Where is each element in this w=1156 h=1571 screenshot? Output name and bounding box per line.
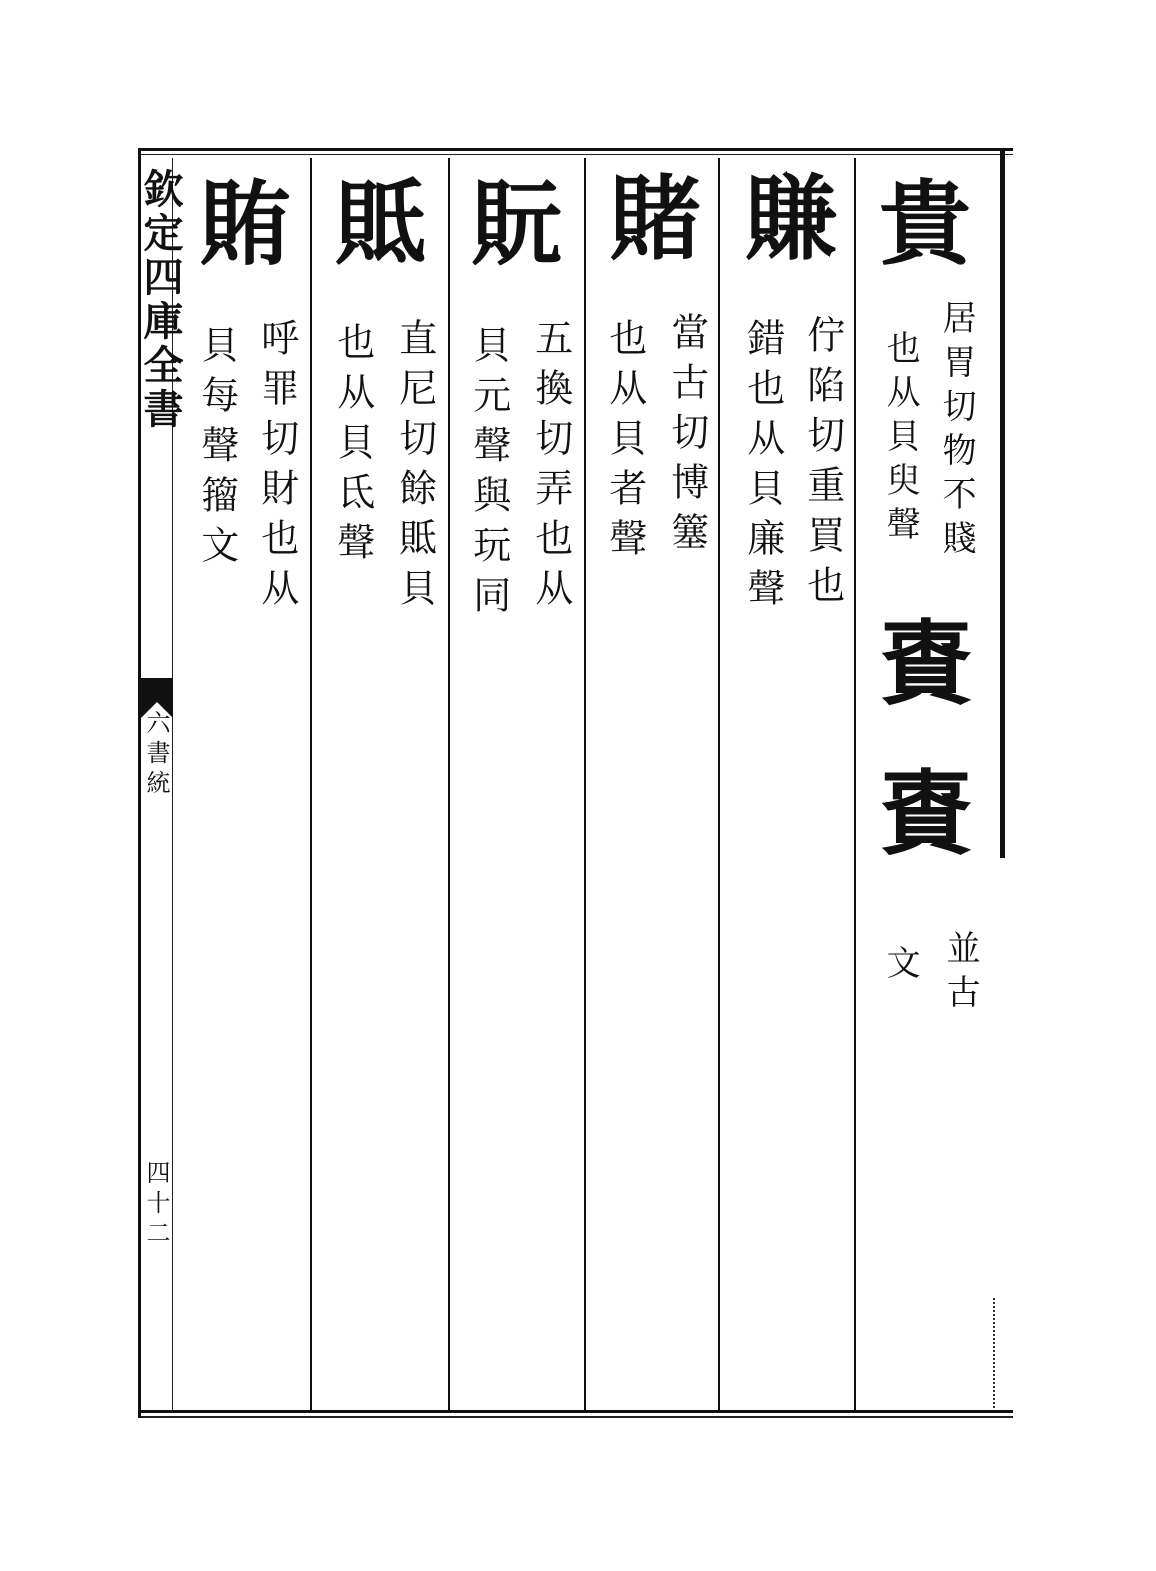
- frame-bottom-inner-rule: [138, 1416, 1013, 1418]
- column-rule: [584, 158, 586, 1410]
- gloss-line: 佇陷切重買也: [800, 315, 845, 615]
- frame-right-rule: [1000, 148, 1005, 858]
- gloss-line: 居胃切物不賤: [936, 300, 977, 564]
- gloss-line: 也从貝者聲: [602, 318, 647, 568]
- variant-note: 並古: [940, 930, 981, 1018]
- frame-bottom-rule: [138, 1410, 1013, 1413]
- book-title: 六書統: [142, 710, 170, 800]
- gloss-line: 當古切博簺: [664, 312, 709, 562]
- seal-character-gui: [864, 175, 972, 271]
- gloss-line: 直尼切餘貾貝: [392, 318, 437, 618]
- variant-note: 文: [880, 945, 921, 989]
- seal-character-chi: 貾: [320, 175, 428, 271]
- seal-head: 貴: [864, 175, 972, 271]
- seal-character-zhuan: 賺: [730, 170, 838, 266]
- seal-character-wan: 貦: [456, 175, 564, 271]
- gloss-line: 五換切弄也从: [528, 318, 573, 618]
- collection-title: 欽定四庫全書: [137, 168, 184, 432]
- column-rule: [718, 158, 720, 1410]
- frame-right-dotted-rule: [993, 1298, 995, 1408]
- gloss-line: 貝元聲與玩同: [466, 325, 511, 625]
- page-number: 四十二: [142, 1160, 170, 1250]
- column-rule: [854, 158, 856, 1410]
- seal-character-hui: 賄: [184, 175, 292, 271]
- gloss-line: 錯也从貝廉聲: [740, 318, 785, 618]
- gloss-line: 也从貝臾聲: [880, 330, 921, 550]
- gloss-line: 也从貝氐聲: [330, 322, 375, 572]
- seal-character-du: 賭: [594, 170, 702, 266]
- column-rule: [310, 158, 312, 1410]
- column-rule: [448, 158, 450, 1410]
- gloss-line: 貝每聲籀文: [194, 325, 239, 575]
- frame-top-inner-rule: [138, 154, 1013, 155]
- variant-character: 𧵩: [870, 620, 978, 716]
- variant-character: 𧵩: [870, 770, 978, 866]
- frame-top-rule: [138, 148, 1013, 151]
- gloss-line: 呼罪切財也从: [254, 318, 299, 618]
